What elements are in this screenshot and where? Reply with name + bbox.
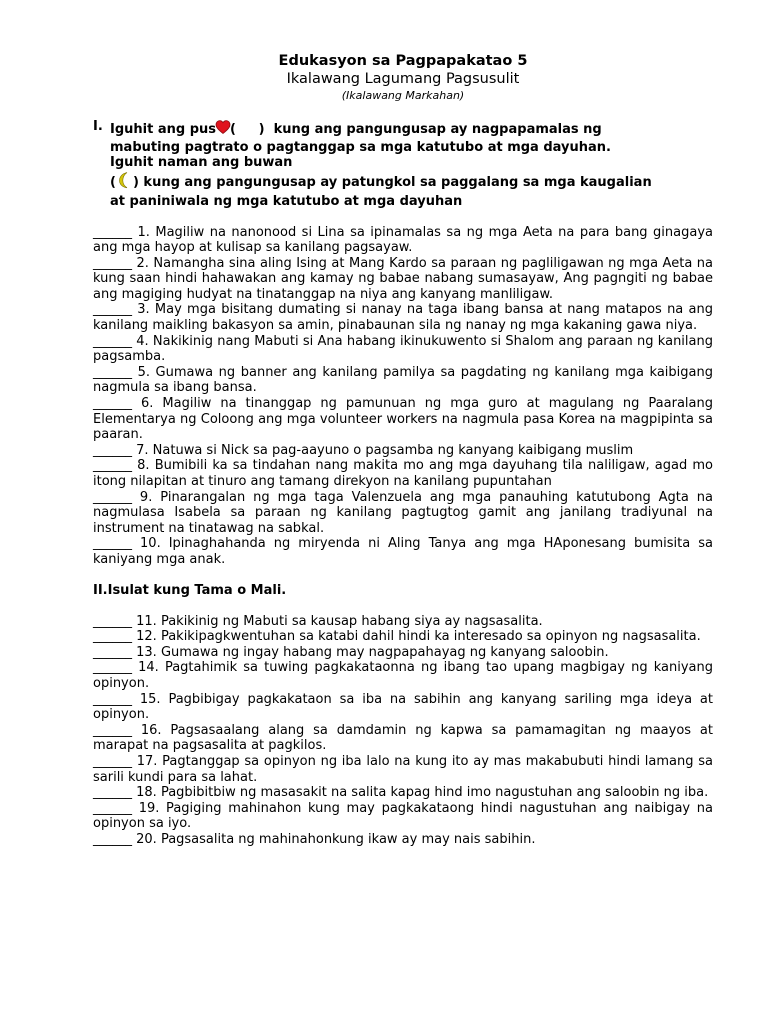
instruction-line-4 (110, 171, 713, 194)
page-subtitle: Ikalawang Lagumang Pagsusulit (286, 71, 520, 87)
question-item: ______ 19. Pagiging mahinahon kung may pagkakataong hindi nagustuhan ang naibigay na opinyon sa iyo. (93, 800, 713, 832)
instruction-line-1-end: ( ) kung ang pangungusap ay nagpapamalas ng (230, 122, 602, 137)
worksheet-page (93, 52, 713, 847)
question-item: ______ 9. Pinarangalan ng mga taga Valenzuela ang mga panauhing katutubong Agta na nagmulasa Isabela sa paraan ng kanilang pagtugtog gamit ang janilang tradiyunal na instrument na tinatawag na sabkal. (93, 489, 713, 536)
heart-icon (215, 119, 231, 140)
grading-period: (Ikalawang Markahan) (341, 89, 465, 102)
section-1-number: I. (93, 119, 103, 134)
instruction-line-4-start: ( (110, 175, 116, 191)
question-item: ______ 13. Gumawa ng ingay habang may nagpapahayag ng kanyang saloobin. (93, 644, 609, 660)
question-item: ______ 1. Magiliw na nanonood si Lina sa ipinamalas sa ng mga Aeta na para bang ginagaya ang mga hayop at kulisap sa kanilang pagsayaw. (93, 224, 713, 256)
question-item: ______ 18. Pagbibitbiw ng masasakit na salita kapag hind imo nagustuhan ang saloobin ng iba. (93, 785, 709, 801)
page-title: Edukasyon sa Pagpapakatao 5 (278, 53, 528, 69)
crescent-moon-icon (117, 171, 131, 194)
section-1-instructions (93, 119, 713, 210)
section-2-heading: II.Isulat kung Tama o Mali. (93, 582, 287, 598)
instruction-line-1-start: Iguhit ang pus (110, 122, 217, 137)
question-item: ______ 17. Pagtanggap sa opinyon ng iba lalo na kung ito ay mas makabubuti hindi lamang sa sarili kundi para sa lahat. (93, 753, 713, 785)
question-item: ______ 11. Pakikinig ng Mabuti sa kausap habang siya ay nagsasalita. (93, 613, 543, 629)
question-item: ______ 16. Pagsasaalang alang sa damdamin ng kapwa sa pamamagitan ng maayos at marapat na pagsasalita at pagkilos. (93, 722, 713, 754)
instruction-line-3: Iguhit naman ang buwan (110, 155, 293, 171)
question-item: ______ 12. Pakikipagkwentuhan sa katabi dahil hindi ka interesado sa opinyon ng nagsasalita. (93, 629, 701, 645)
question-item: ______ 6. Magiliw na tinanggap ng pamunuan ng mga guro at magulang ng Paaralang Elementarya ng Coloong ang mga volunteer workers na nagmula pasa Korea na magpipinta sa paaran. (93, 396, 713, 443)
question-item: ______ 7. Natuwa si Nick sa pag-aayuno o pagsamba ng kanyang kaibigang muslim (93, 442, 634, 458)
question-item: ______ 2. Namangha sina aling Ising at Mang Kardo sa paraan ng pagliligawan ng mga Aeta na kung saan hindi hahawakan ang kamay ng babae nabang sumasayaw, Ang pagngiti ng babae ang magiging hudyat na tinatanggap na niya ang kanyang manliligaw. (93, 255, 713, 302)
question-item: ______ 3. May mga bisitang dumating si nanay na taga ibang bansa at nang matapos na ang kanilang maikling bakasyon sa amin, pinabaunan sila ng nanay ng mga kakaning gawa niya. (93, 302, 713, 334)
question-item: ______ 10. Ipinaghahanda ng miryenda ni Aling Tanya ang mga HAponesang bumisita sa kaniyang mga anak. (93, 536, 713, 567)
instruction-line-2: mabuting pagtrato o pagtanggap sa mga katutubo at mga dayuhan. (110, 139, 611, 155)
question-item: ______ 4. Nakikinig nang Mabuti si Ana habang ikinukuwento si Shalom ang paraan ng kanilang pagsamba. (93, 333, 713, 365)
question-item: ______ 14. Pagtahimik sa tuwing pagkakataonna ng ibang tao upang magbigay ng kaniyang opinyon. (93, 660, 713, 691)
instruction-line-1 (110, 119, 713, 140)
question-item: ______ 8. Bumibili ka sa tindahan nang makita mo ang mga dayuhang tila naliligaw, agad mo itong nilapitan at tinuro ang tamang direkyon na kanilang pupuntahan (93, 458, 713, 490)
instruction-line-4-end: ) kung ang pangungusap ay patungkol sa paggalang sa mga kaugalian (132, 175, 652, 191)
question-item: ______ 5. Gumawa ng banner ang kanilang pamilya sa pagdating ng kanilang mga kaibigang nagmula sa ibang bansa. (93, 364, 713, 396)
question-item: ______ 15. Pagbibigay pagkakataon sa iba na sabihin ang kanyang sariling mga ideya at opinyon. (93, 691, 713, 723)
section-1-items (93, 225, 713, 568)
section-2-items (93, 614, 713, 848)
instruction-line-5: at paniniwala ng mga katutubo at mga dayuhan (110, 193, 463, 209)
question-item: ______ 20. Pagsasalita ng mahinahonkung ikaw ay may nais sabihin. (93, 831, 536, 847)
